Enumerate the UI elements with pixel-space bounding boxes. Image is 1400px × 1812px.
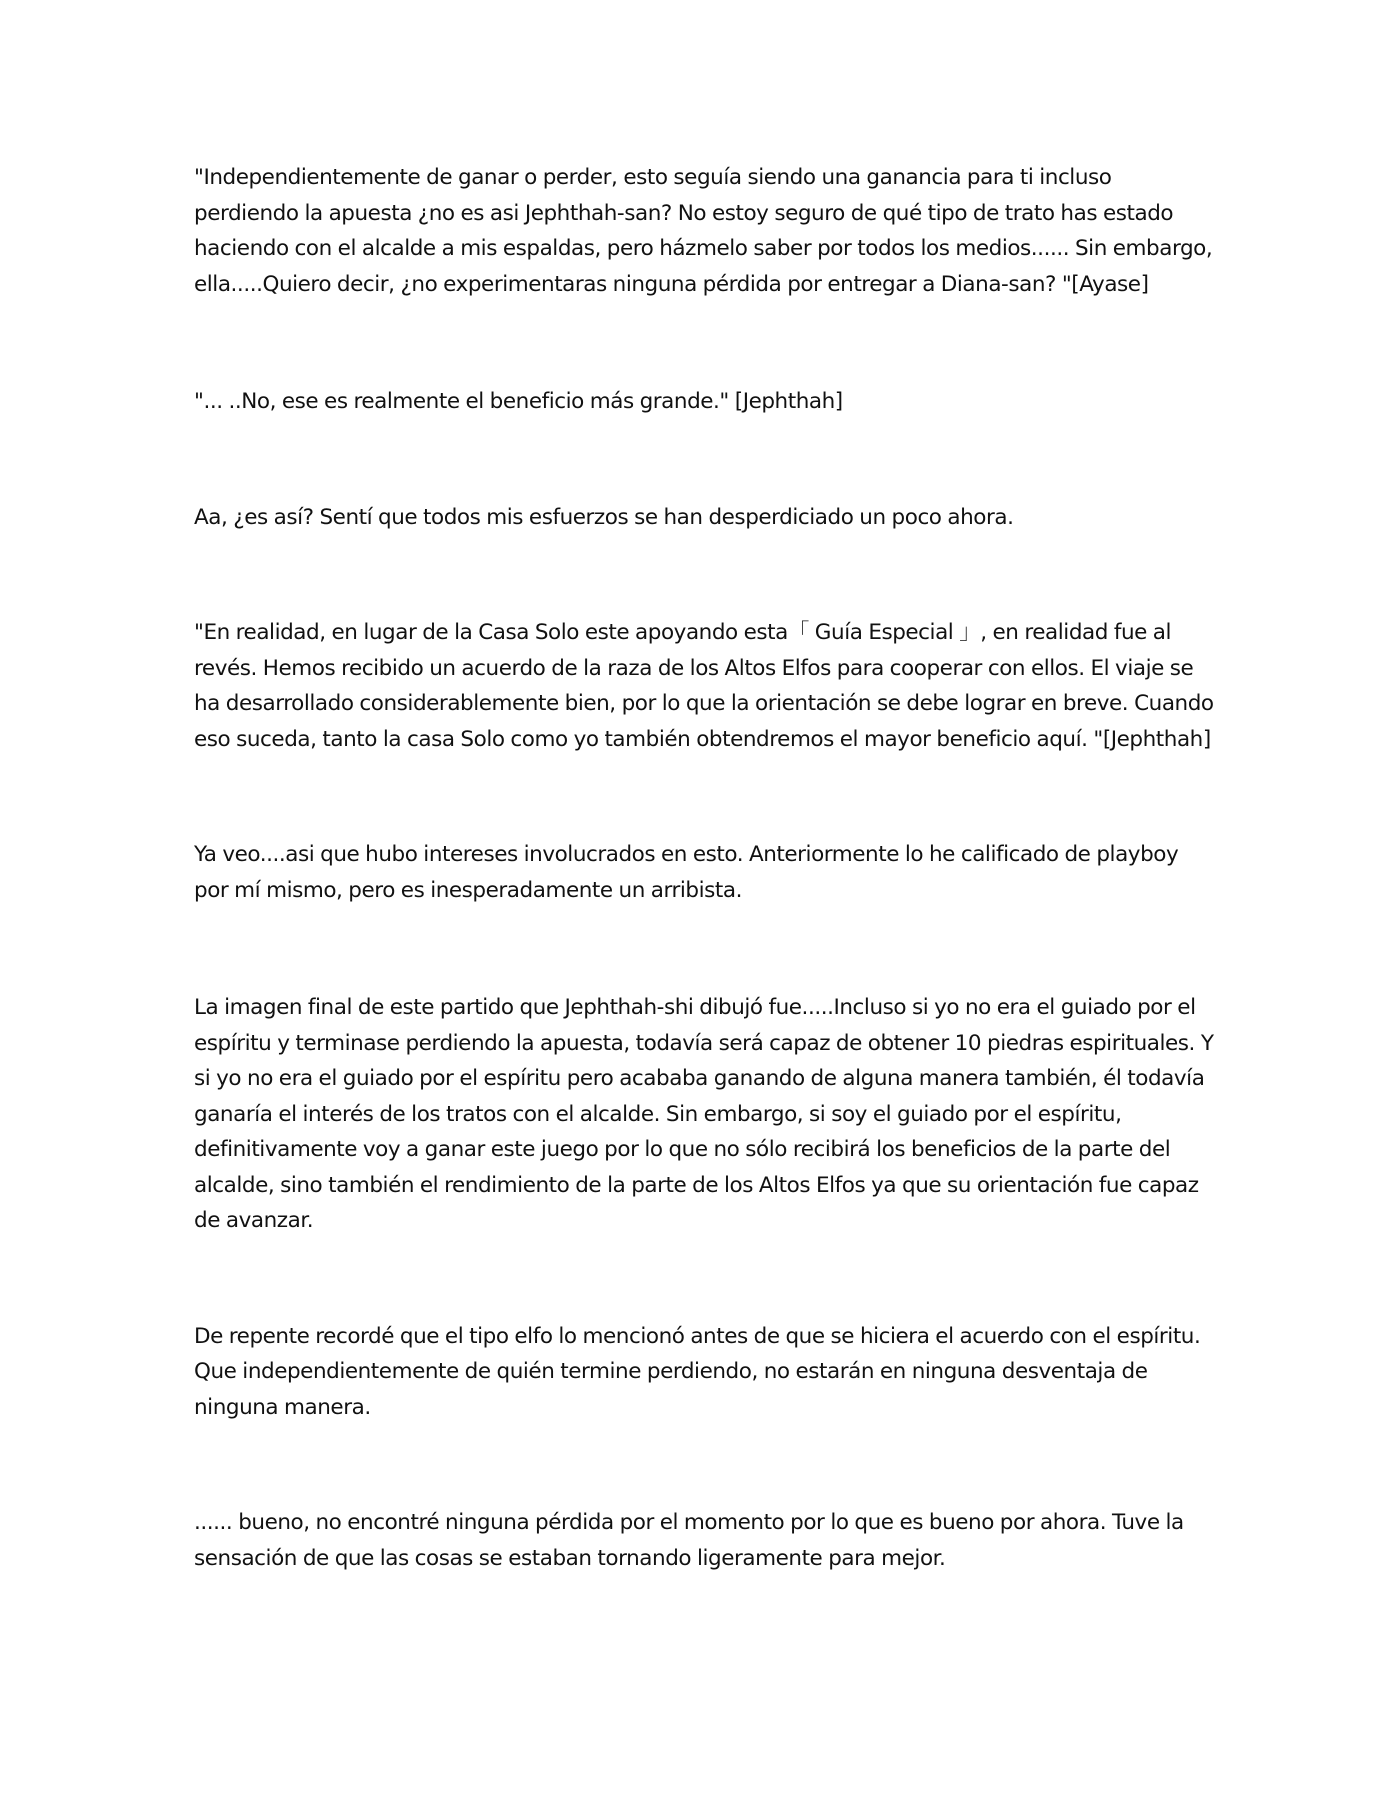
paragraph-ayase-question: "Independientemente de ganar o perder, esto seguía siendo una ganancia para ti incluso perdiendo la apuesta ¿no es asi Jephthah-san? No estoy seguro de qué tipo de trato has estado haciendo con el alcalde a mis espaldas, pero házmelo saber por todos los medios...... Sin embargo, ella.....Quiero decir, ¿no experimentaras ninguna pérdida por entregar a Diana-san? "[Ayase] (194, 165, 1213, 297)
paragraph-narration-recall: De repente recordé que el tipo elfo lo mencionó antes de que se hiciera el acuerdo con el espíritu. Que independientemente de quién termine perdiendo, no estarán en ninguna desventaja de ninguna manera. (194, 1323, 1201, 1420)
paragraph-narration-final-image: La imagen final de este partido que Jephthah-shi dibujó fue.....Incluso si yo no era el guiado por el espíritu y terminase perdiendo la apuesta, todavía será capaz de obtener 10 piedras espirituales. Y si yo no era el guiado por el espíritu pero acababa ganando de alguna manera también, él todavía ganaría el interés de los tratos con el alcalde. Sin embargo, si soy el guiado por el espíritu, definitivamente voy a ganar este juego por lo que no sólo recibirá los beneficios de la parte del alcalde, sino también el rendimiento de la parte de los Altos Elfos ya que su orientación fue capaz de avanzar. (194, 995, 1214, 1233)
document-body (194, 160, 1214, 1576)
paragraph-narration-conclusion: ...... bueno, no encontré ninguna pérdida por el momento por lo que es bueno por ahora. Tuve la sensación de que las cosas se estaban tornando ligeramente para mejor. (194, 1510, 1184, 1571)
paragraph-jephthah-explanation: "En realidad, en lugar de la Casa Solo este apoyando esta「 Guía Especial 」, en realidad fue al revés. Hemos recibido un acuerdo de la raza de los Altos Elfos para cooperar con ellos. El viaje se ha desarrollado considerablemente bien, por lo que la orientación se debe lograr en breve. Cuando eso suceda, tanto la casa Solo como yo también obtendremos el mayor beneficio aquí. "[Jephthah] (194, 620, 1214, 752)
paragraph-jephthah-reply: "... ..No, ese es realmente el beneficio más grande." [Jephthah] (194, 389, 843, 414)
paragraph-narration-interests: Ya veo....asi que hubo intereses involucrados en esto. Anteriormente lo he calificado de playboy por mí mismo, pero es inesperadamente un arribista. (194, 842, 1179, 903)
paragraph-narration-efforts: Aa, ¿es así? Sentí que todos mis esfuerzos se han desperdiciado un poco ahora. (194, 504, 1014, 530)
